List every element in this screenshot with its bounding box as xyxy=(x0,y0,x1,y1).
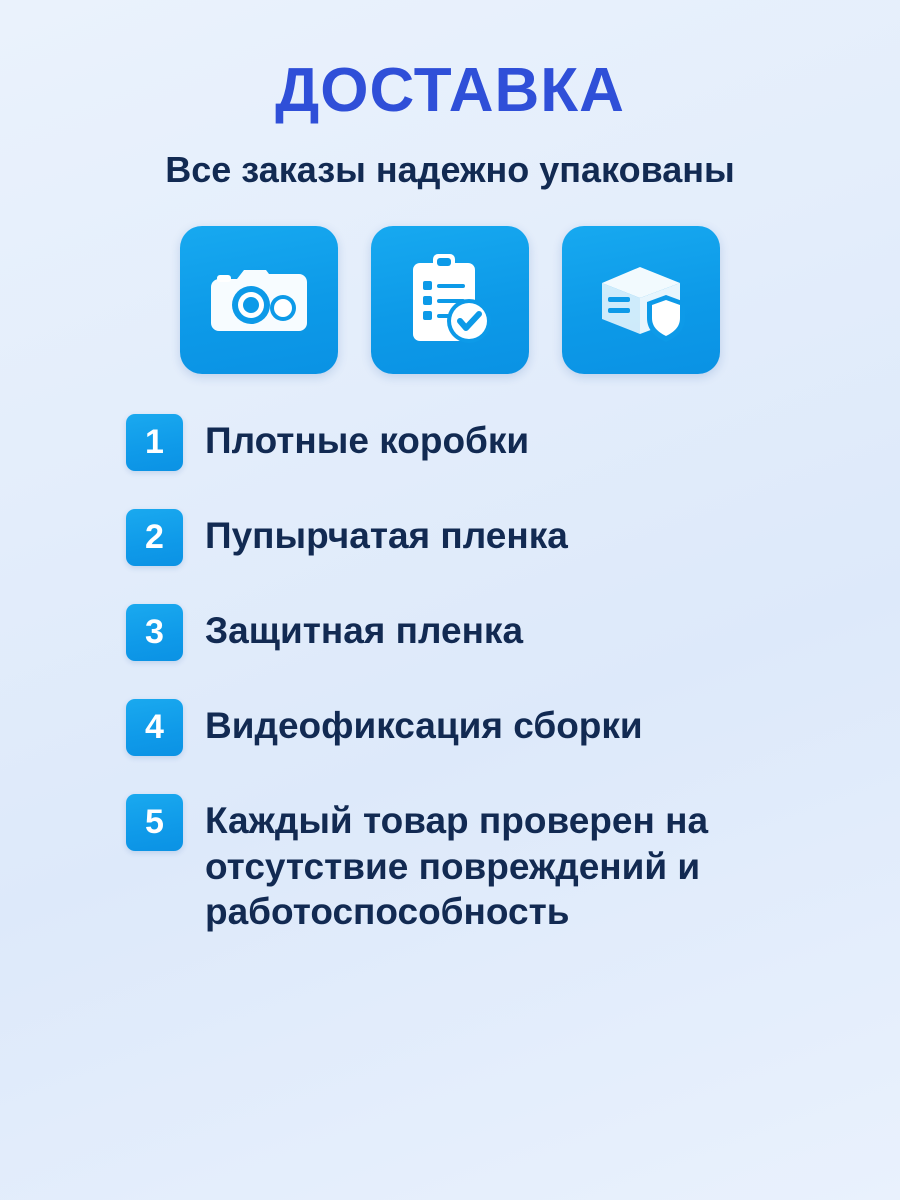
step-label: Плотные коробки xyxy=(205,420,530,462)
list-item xyxy=(126,604,830,661)
step-number-badge: 4 xyxy=(126,699,183,756)
step-label: Каждый товар проверен на отсутствие повреждений и работоспособность xyxy=(205,800,709,933)
box-shield-icon xyxy=(592,255,690,345)
step-number-badge: 2 xyxy=(126,509,183,566)
page-title: ДОСТАВКА xyxy=(275,56,625,125)
step-number-badge: 5 xyxy=(126,794,183,851)
page-subtitle: Все заказы надежно упакованы xyxy=(165,149,735,191)
list-item xyxy=(126,699,830,756)
packaging-steps-list xyxy=(70,414,830,973)
step-number-badge: 3 xyxy=(126,604,183,661)
icon-row xyxy=(180,226,720,374)
step-label: Защитная пленка xyxy=(205,610,524,652)
list-item xyxy=(126,414,830,471)
clipboard-check-icon-tile xyxy=(371,226,529,374)
step-label: Видеофиксация сборки xyxy=(205,705,643,747)
step-number-badge: 1 xyxy=(126,414,183,471)
camera-icon xyxy=(211,261,307,339)
box-shield-icon-tile xyxy=(562,226,720,374)
list-item xyxy=(126,794,830,935)
step-label: Пупырчатая пленка xyxy=(205,515,568,557)
clipboard-check-icon xyxy=(407,251,493,349)
list-item xyxy=(126,509,830,566)
camera-icon-tile xyxy=(180,226,338,374)
